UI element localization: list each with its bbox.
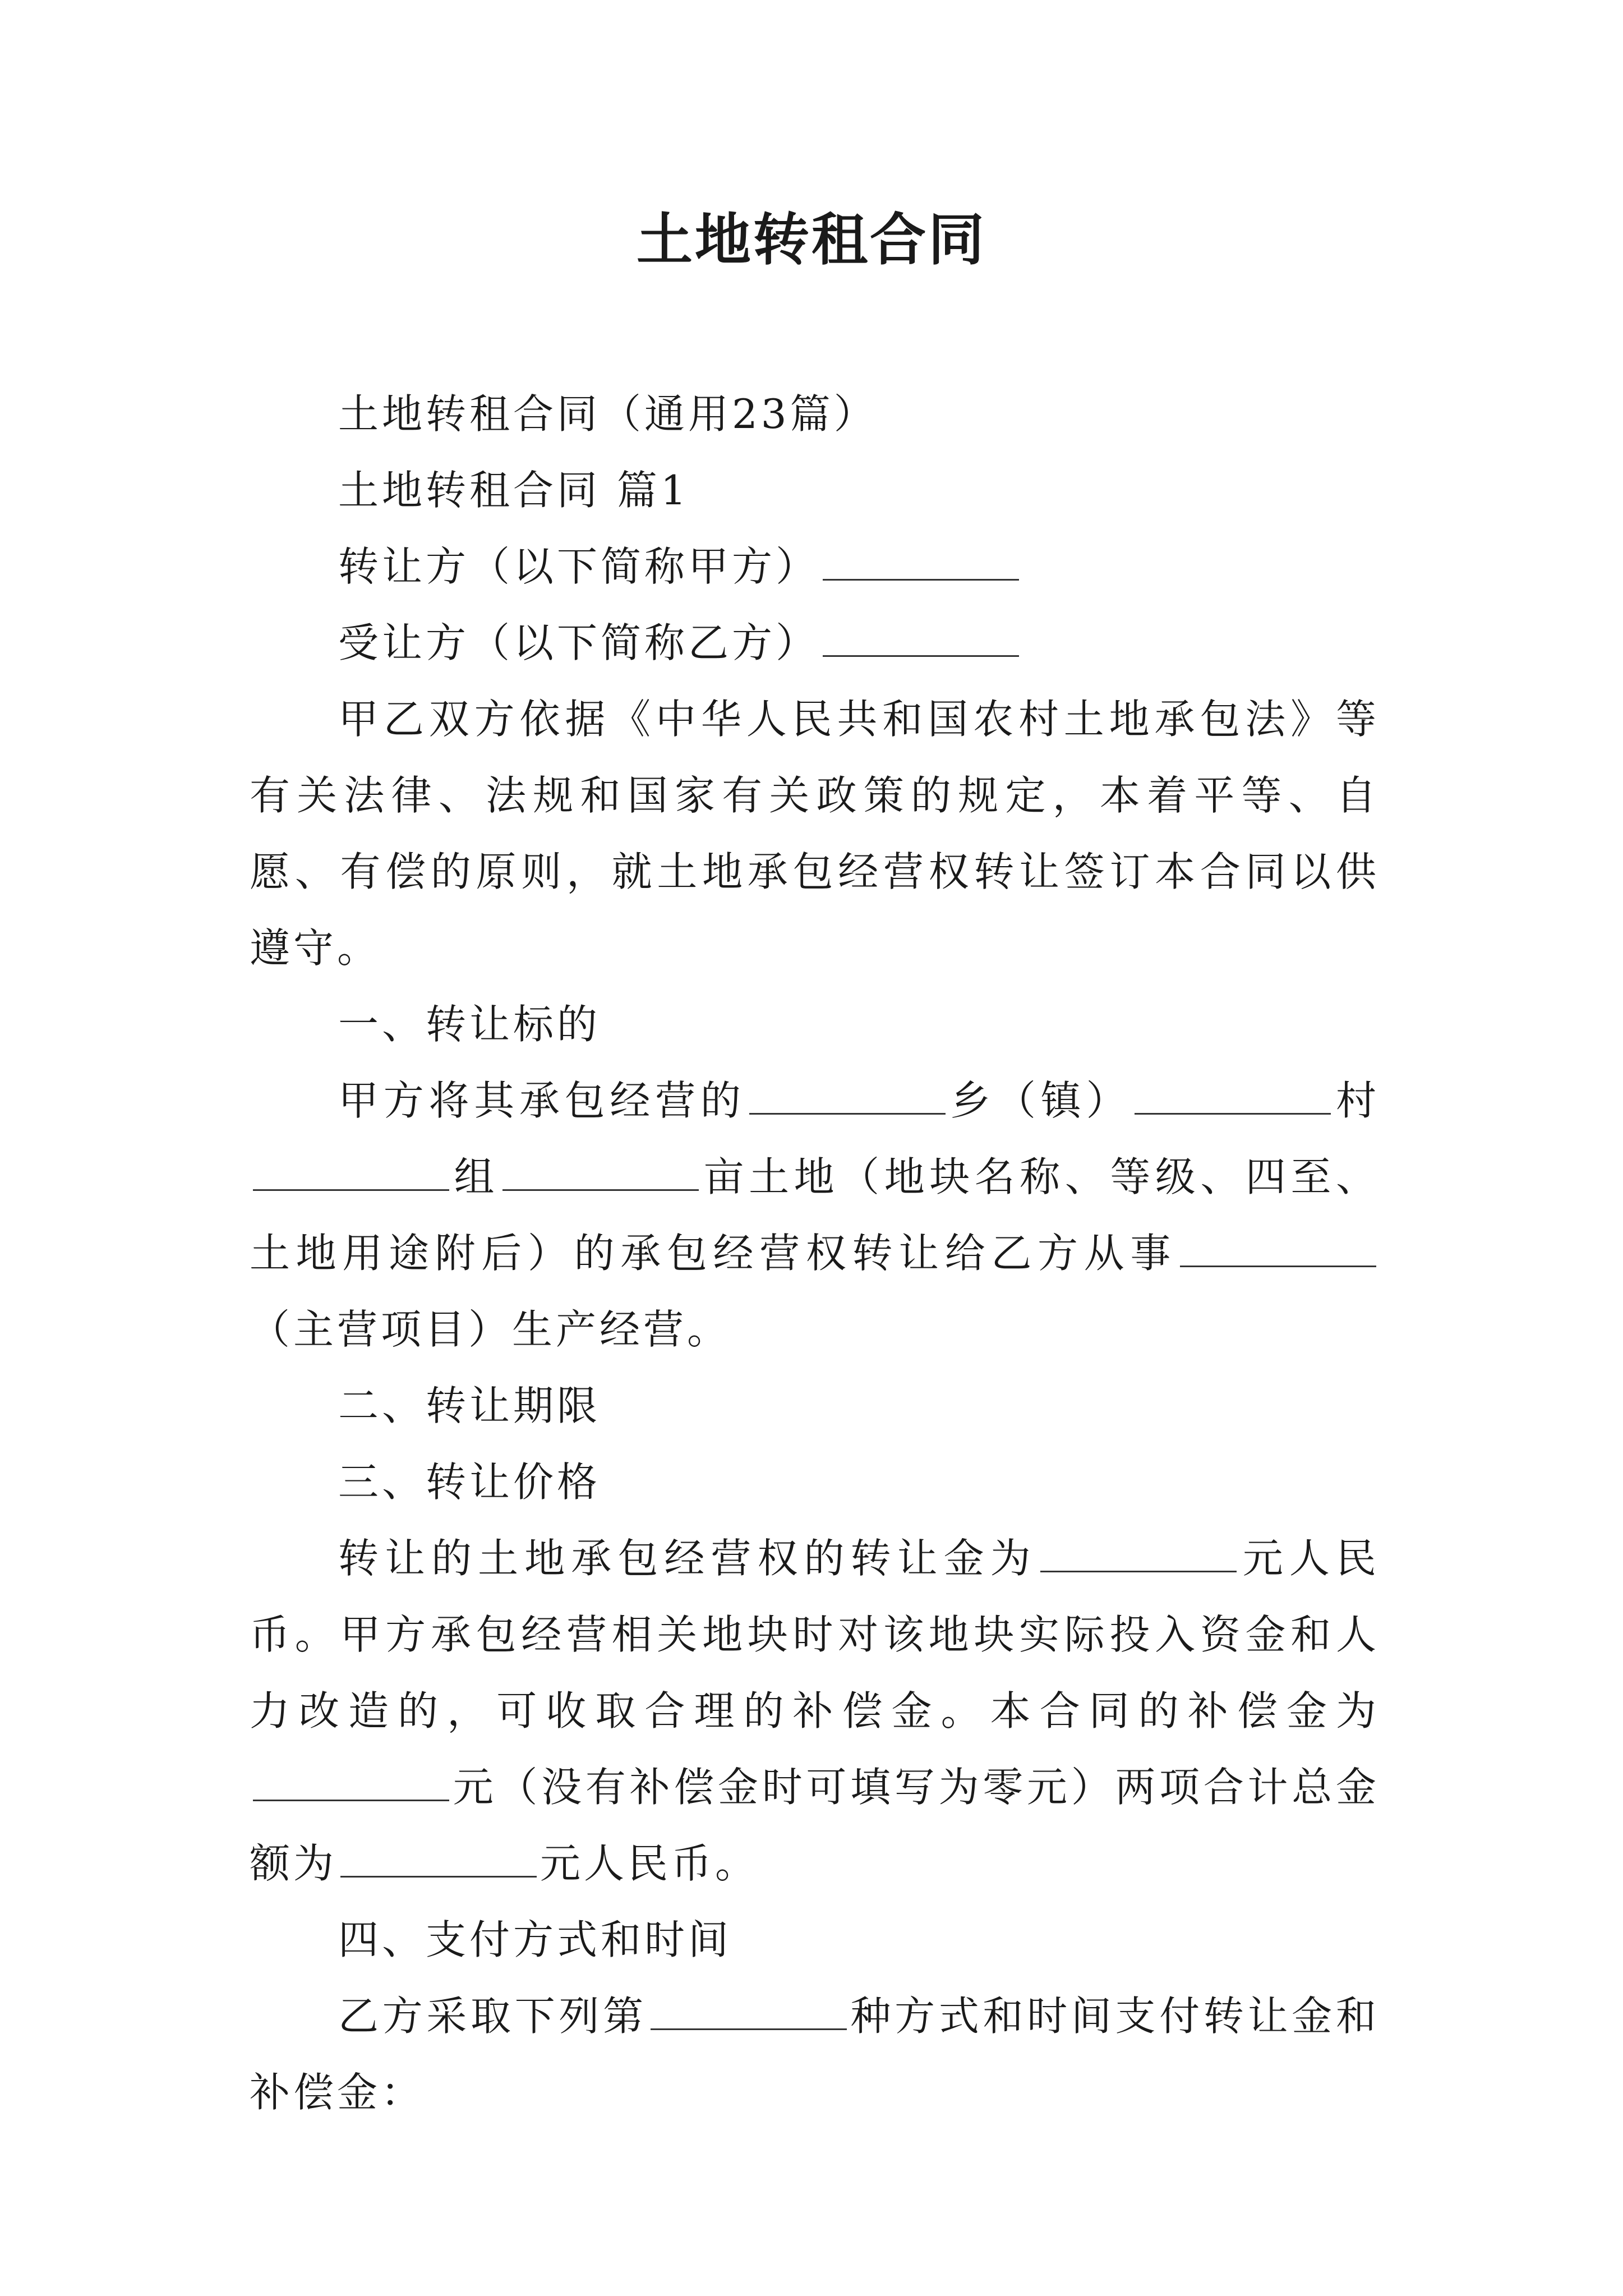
transferee-line [250, 605, 1380, 681]
sec3-text-b: 元人民币。甲方承包经营相关地块时对该地块实际投入资金和人力改造的，可收取合理的补偿金。本合同的补偿金为 [250, 1535, 1380, 1734]
section-heading-1: 一、转让标的 [338, 1001, 601, 1048]
transferor-line [250, 528, 1380, 605]
compensation-blank [253, 1760, 449, 1801]
section-heading-4: 四、支付方式和时间 [338, 1916, 732, 1963]
area-blank [502, 1150, 699, 1191]
payment-option-blank [651, 1989, 847, 2030]
project-blank [1180, 1226, 1376, 1267]
transferor-label: 转让方（以下简称甲方） [338, 543, 820, 590]
section-heading-2: 二、转让期限 [338, 1382, 601, 1429]
sec3-text-a: 转让的土地承包经营权的转让金为 [338, 1535, 1037, 1582]
section-3-paragraph [250, 1520, 1380, 1902]
sec1-text-f: （主营项目）生产经营。 [250, 1306, 731, 1353]
sec1-text-c: 村 [1334, 1077, 1380, 1124]
sec4-text-b: 种方式和时间支付转让金和补偿金： [250, 1993, 1380, 2116]
section-heading-3: 三、转让价格 [338, 1458, 601, 1506]
document-body [250, 376, 1380, 2131]
township-blank [749, 1074, 946, 1115]
transferee-label: 受让方（以下简称乙方） [338, 619, 820, 666]
transfer-fee-blank [1040, 1531, 1237, 1572]
section-4-paragraph [250, 1978, 1380, 2131]
sec4-text-a: 乙方采取下列第 [338, 1993, 647, 2040]
total-amount-blank [340, 1837, 537, 1878]
sec1-text-a: 甲方将其承包经营的 [338, 1077, 746, 1124]
sec1-text-b: 乡（镇） [948, 1077, 1132, 1124]
transferee-blank [823, 616, 1019, 657]
sec3-text-d: 元人民币。 [540, 1840, 759, 1887]
village-blank [1135, 1074, 1331, 1115]
transferor-blank [823, 540, 1019, 581]
group-blank [253, 1150, 449, 1191]
intro-paragraph: 甲乙双方依据《中华人民共和国农村土地承包法》等有关法律、法规和国家有关政策的规定，本着平等、自愿、有偿的原则，就土地承包经营权转让签订本合同以供遵守。 [250, 696, 1380, 972]
sec1-text-d: 组 [453, 1153, 500, 1200]
article-heading: 土地转租合同 篇1 [338, 467, 690, 514]
sec1-text-e: 亩土地（地块名称、等级、四至、土地用途附后）的承包经营权转让给乙方从事 [250, 1153, 1380, 1277]
sec3-text-c: 元（没有补偿金时可填写为零元）两项合计总金额为 [250, 1764, 1380, 1887]
section-1-paragraph [250, 1062, 1380, 1368]
subtitle: 土地转租合同（通用23篇） [338, 390, 878, 438]
document-title: 土地转租合同 [637, 206, 986, 273]
